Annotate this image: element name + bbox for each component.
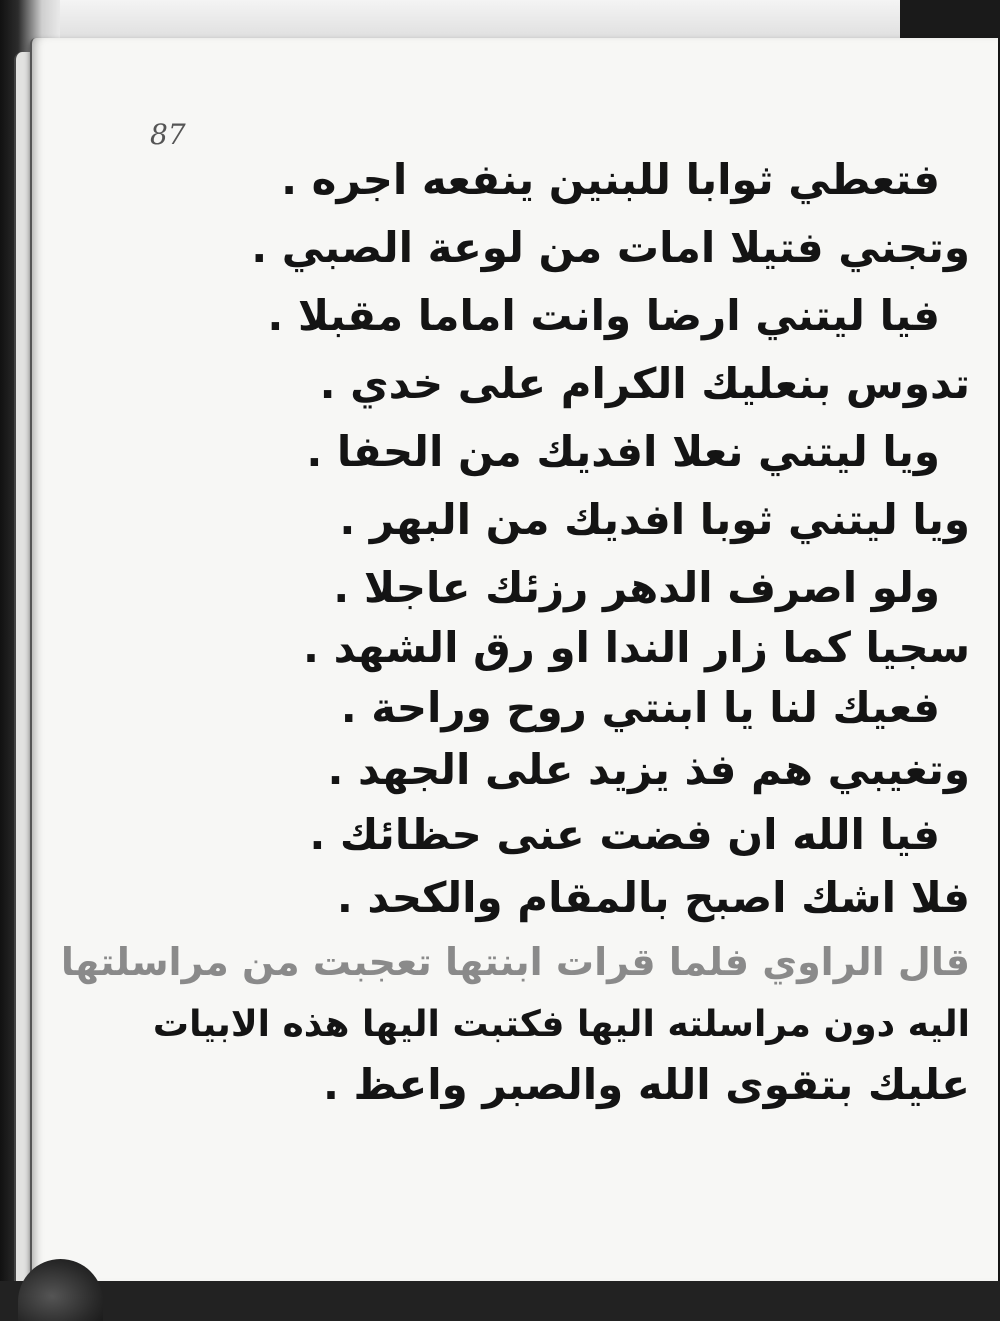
text-line: سجيا كما زار الندا او رق الشهد . bbox=[303, 623, 970, 672]
text-line: فتعطي ثوابا للبنين ينفعه اجره . bbox=[281, 155, 940, 204]
text-line: فلا اشك اصبح بالمقام والكحد . bbox=[336, 873, 970, 922]
background-dark-bottom bbox=[0, 1281, 1000, 1321]
text-line: ولو اصرف الدهر رزئك عاجلا . bbox=[333, 563, 940, 612]
page-number: 87 bbox=[150, 118, 186, 151]
text-line: ويا ليتني ثوبا افديك من البهر . bbox=[339, 495, 970, 544]
text-line: وتجني فتيلا امات من لوعة الصبي . bbox=[251, 223, 970, 272]
text-line: تدوس بنعليك الكرام على خدي . bbox=[319, 359, 970, 408]
text-line: اليه دون مراسلته اليها فكتبت اليها هذه الابيات bbox=[152, 1004, 970, 1045]
text-line: فعيك لنا يا ابنتي روح وراحة . bbox=[340, 683, 940, 732]
text-line: وتغيبي هم فذ يزيد على الجهد . bbox=[327, 745, 970, 794]
rubric-line: قال الراوي فلما قرات ابنتها تعجبت من مراسلتها bbox=[60, 940, 970, 984]
text-line: فيا ليتني ارضا وانت اماما مقبلا . bbox=[267, 291, 940, 340]
text-line: عليك بتقوى الله والصبر واعظ . bbox=[322, 1060, 970, 1109]
text-line: ويا ليتني نعلا افديك من الحفا . bbox=[306, 427, 940, 476]
text-line: فيا الله ان فضت عنى حظائك . bbox=[309, 810, 940, 859]
